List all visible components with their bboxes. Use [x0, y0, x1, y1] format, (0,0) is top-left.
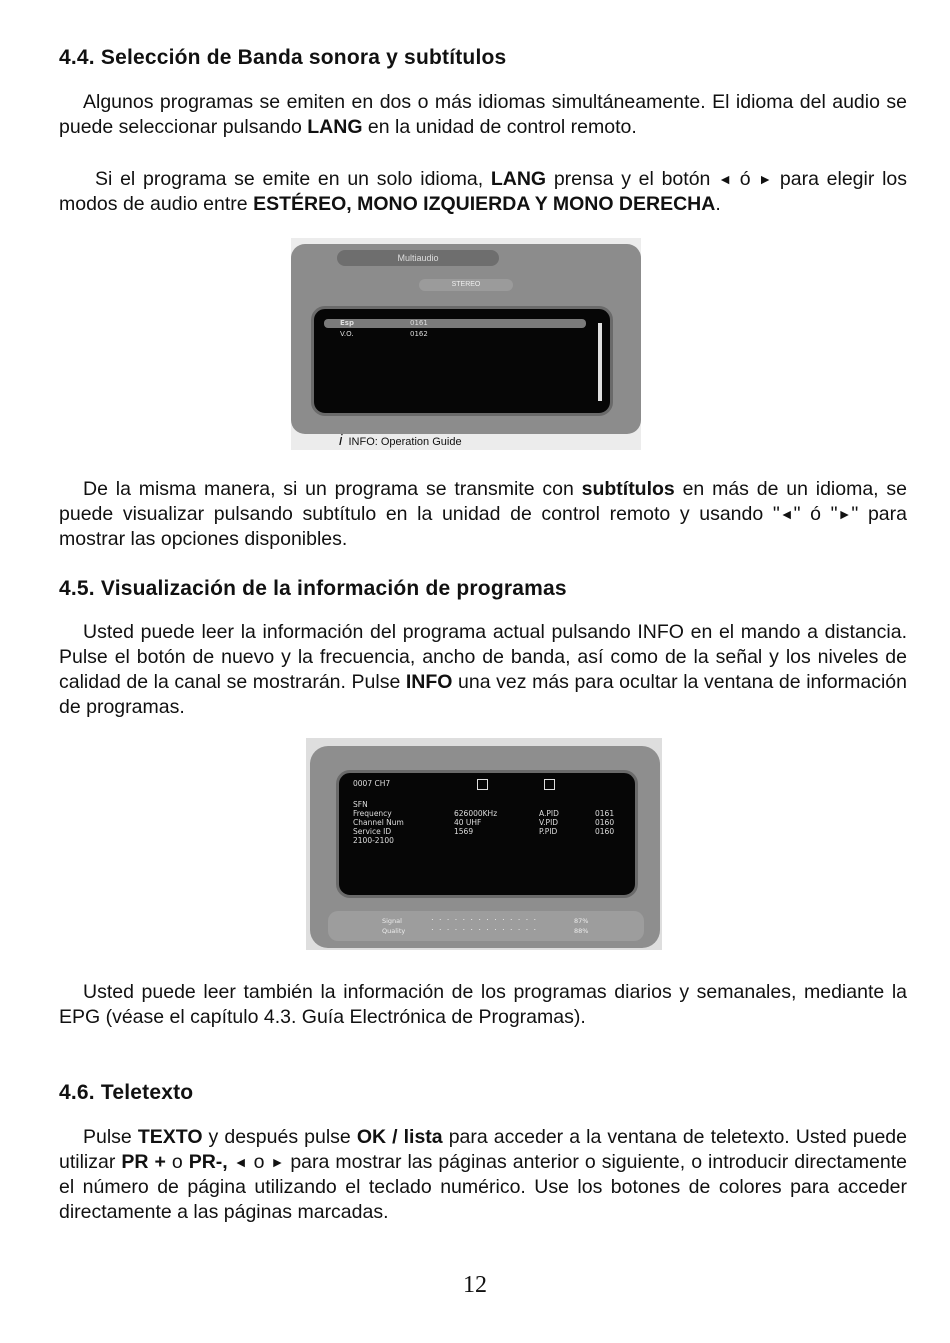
scrambled-icon [477, 779, 488, 790]
info-values: 626000KHz 40 UHF 1569 [454, 809, 498, 836]
paragraph-audio-modes: Si el programa se emite en un solo idioma, LANG prensa y el botón ◄ ó ► para elegir los modos de audio entre ESTÉREO, MONO IZQUIERDA Y MONO DERECHA. [59, 168, 908, 215]
program-info-frame [310, 746, 660, 948]
program-info-screenshot [306, 738, 662, 950]
signal-value: 87% [574, 917, 589, 925]
quality-label: Quality [382, 927, 406, 935]
section-title-4-5: 4.5. Visualización de la información de programas [59, 577, 567, 600]
quality-value: 88% [574, 927, 589, 935]
teletext-icon [544, 779, 555, 790]
paragraph-audio-languages: Algunos programas se emiten en dos o más idiomas simultáneamente. El idioma del audio se puede seleccionar pulsando LANG en la unidad de control remoto. [59, 91, 907, 138]
signal-meter: · · · · · · · · · · · · · · [431, 915, 538, 924]
paragraph-teletext: Pulse TEXTO y después pulse OK / lista para acceder a la ventana de teletexto. Usted puede utilizar PR + o PR-, ◄ o ► para mostrar las páginas anterior o siguiente, o introducir directamente el número de página utilizando el teclado numérico. Use los botones de colores para acceder directamente a las páginas marcadas. [59, 1126, 907, 1223]
pid-labels: A.PID V.PID P.PID [539, 809, 559, 836]
right-arrow-icon: ► [270, 1154, 285, 1170]
right-arrow-icon: ► [758, 171, 773, 187]
right-arrow-icon: ► [837, 506, 852, 522]
paragraph-subtitles: De la misma manera, si un programa se transmite con subtítulos en más de un idioma, se puede visualizar pulsando subtítulo en la unidad de control remoto y usando "◄" ó "►" para mostrar las opciones disponibles. [59, 478, 908, 550]
paragraph-epg: Usted puede leer también la información de los programas diarios y semanales, mediante la EPG (véase el capítulo 4.3. Guía Electrónica de Programas). [59, 981, 907, 1028]
paragraph-program-info: Usted puede leer la información del programa actual pulsando INFO en el mando a distancia. Pulse el botón de nuevo y la frecuencia, ancho de banda, así como de la señal y los niveles de calidad de la canal se mostrarán. Pulse INFO una vez más para ocultar la ventana de información de programas. [59, 621, 907, 718]
audio-mode-selector: STEREO [419, 279, 513, 291]
operation-guide-hint: i INFO: Operation Guide [339, 432, 462, 449]
section-title-4-6: 4.6. Teletexto [59, 1081, 194, 1104]
left-arrow-icon: ◄ [718, 171, 732, 187]
info-labels: Frequency Channel Num Service ID 2100-2100 [353, 809, 404, 845]
info-icon: i [339, 432, 343, 449]
left-arrow-icon: ◄ [779, 506, 794, 522]
list-highlight [324, 319, 586, 328]
section-title-4-4: 4.4. Selección de Banda sonora y subtítulos [59, 46, 507, 69]
program-info-screen [336, 770, 638, 898]
channel-name: 0007 CH7 [353, 779, 391, 788]
multiaudio-screenshot [291, 238, 641, 450]
list-item: V.O. 0162 [340, 330, 428, 338]
left-arrow-icon: ◄ [233, 1154, 248, 1170]
audio-list-screen [311, 306, 613, 416]
signal-label: Signal [382, 917, 402, 925]
signal-quality-bar [328, 911, 644, 941]
page-number: 12 [463, 1272, 487, 1298]
network-name: SFN [353, 800, 368, 809]
pid-values: 0161 0160 0160 [595, 809, 615, 836]
multiaudio-frame [291, 244, 641, 434]
list-item: Esp 0161 [340, 319, 428, 327]
scrollbar [598, 323, 602, 401]
quality-meter: · · · · · · · · · · · · · · [431, 925, 538, 934]
multiaudio-title: Multiaudio [337, 250, 499, 266]
